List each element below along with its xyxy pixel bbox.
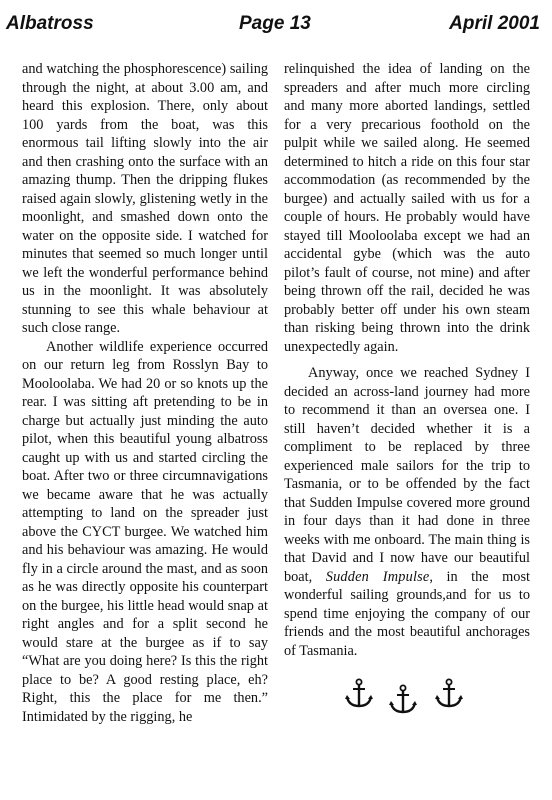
left-column (22, 60, 268, 726)
anchor-icon (344, 678, 374, 710)
boat-name: Sudden Impulse (325, 568, 430, 585)
issue-date: April 2001 (449, 13, 540, 34)
anchor-decoration (340, 676, 470, 722)
paragraph-whale: and watching the phosphorescence) sailing through the night, at about 3.00 am, and heard this explosion. There, only about 100 yards from the boat, was this enormous tail lifting slowly into the air and then crashing onto the surface with an amazing thump. Then the dripping flukes raised again slowly, glistening wetly in the moonlight, and smashed down onto the water on the opposite side. I watched for minutes that seemed so much longer until we left the wonderful performance behind us in the moonlight. It was absolutely stunning to see this whale behaviour at such close range. (22, 61, 268, 336)
paragraph-sydney-text: Anyway, once we reached Sydney I decided an across-land journey had more to recommend it than an oversea one. I still haven’t decided whether it is a compliment to be replaced by three experienced male sailors for the trip to Tasmania, or to be offended by the fact that Sudden Impulse covered more ground in four days than it had done in three weeks with me onboard. The main thing is that David and I now have our beautiful boat, (284, 365, 530, 585)
right-column (284, 60, 530, 660)
page-number: Page 13 (239, 13, 311, 34)
anchor-icon (388, 684, 418, 716)
paragraph-albatross-continued: relinquished the idea of landing on the spreaders and after much more circling and many more aborted landings, settled for a very precarious foothold on the pulpit while we sailed along. He seemed determined to hitch a ride on this four star accommodation (as recommended by the burgee) and actually sailed with us for a couple of hours. He probably would have stayed till Mooloolaba except we had an accidental gybe (which was the auto pilot’s fault of course, not mine) and after being thrown off the rail, decided he was probably better off under his own steam than risking being thrown into the drink unexpectedly again. (284, 61, 530, 355)
newsletter-title: Albatross (6, 13, 94, 34)
paragraph-sydney-text-end: , in the most wonderful sailing grounds,and for us to spend time enjoying the company of our friends and the most beautiful anchorages of Tasmania. (284, 568, 530, 659)
paragraph-sydney (284, 364, 530, 660)
page-header (6, 10, 540, 38)
paragraph-albatross: Another wildlife experience occurred on our return leg from Rosslyn Bay to Mooloolaba. We had 20 or so knots up the rear. I was sitting aft pretending to be in charge but actually just minding the auto pilot, when this beautiful young albatross caught up with us and started circling the boat. After two or three circumnavigations we became aware that he was actually attempting to land on the spreader just above the CYCT burgee. We watched him and his behaviour was amazing. He would fly in a circle around the mast, and as soon as he was directly opposite his counterpart on the burgee, his little head would snap at right angles and for a split second he would stare at the burgee as if to say “What are you doing here? Is this the right place to be? A good resting place, eh? Right, this the place for me then.” Intimidated by the rigging, he (22, 338, 268, 725)
anchor-icon (434, 678, 464, 710)
